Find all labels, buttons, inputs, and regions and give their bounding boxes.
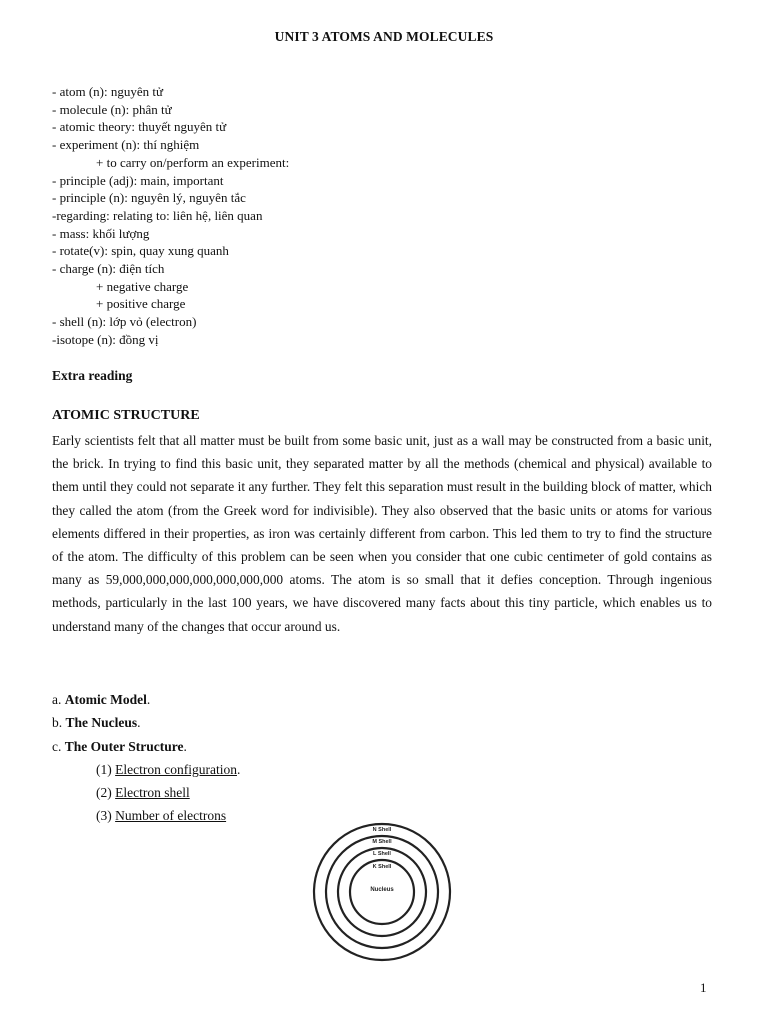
outline-item-c2 xyxy=(52,781,240,804)
outline-prefix: c. xyxy=(52,738,65,754)
outline-label: The Outer Structure xyxy=(64,738,184,754)
outline-suffix: . xyxy=(137,715,141,731)
vocab-item: - rotate(v): spin, quay xung quanh xyxy=(52,243,229,259)
outline-suffix: . xyxy=(146,692,151,707)
outline-item-c3 xyxy=(52,804,240,827)
outline-label: The Nucleus xyxy=(65,715,138,731)
outline-prefix: (2) xyxy=(96,785,116,801)
outline-prefix: (1) xyxy=(96,761,116,777)
extra-reading-heading: Extra reading xyxy=(52,368,133,383)
outline-link-label: Electron configuration xyxy=(115,761,237,777)
vocab-item: - principle (n): nguyên lý, nguyên tắc xyxy=(52,190,246,206)
section-heading: ATOMIC STRUCTURE xyxy=(52,408,200,423)
body-paragraph: Early scientists felt that all matter must be built from some basic unit, just as a wall may be constructed from a basic unit, the brick. In trying to find this basic unit, they separated matter by all the methods (chemical and physical) available to them until they could not separate it any further. They felt this separation must result in the building block of matter, which they called the atom (from the Greek word for indivisible). They also observed that the basic units or atoms for various elements differed in their properties, as iron was certainly different from carbon. This led them to try to find the structure of the atom. The difficulty of this problem can be seen when you consider that one cubic centimeter of gold contains as many as 59,000,000,000,000,000,000,000 atoms. The atom is so small that it defies conception. Through ingenious methods, particularly in the last 100 years, we have discovered many facts about this tiny particle, which enables us to understand many of the changes that occur around us. xyxy=(52,433,712,634)
page-number: 1 xyxy=(700,980,707,995)
outline-suffix: . xyxy=(236,761,241,777)
outline-link-label: Electron shell xyxy=(115,785,190,801)
outline-item-b xyxy=(52,711,240,734)
vocab-subitem: + to carry on/perform an experiment: xyxy=(96,154,290,170)
vocabulary-list xyxy=(52,83,289,349)
outline-link-label: Number of electrons xyxy=(115,808,227,824)
outline-prefix: b. xyxy=(52,715,66,731)
nucleus-label: Nucleus xyxy=(370,887,394,893)
outline-list xyxy=(52,688,240,828)
vocab-subitem: + negative charge xyxy=(96,278,189,294)
vocab-item: - atom (n): nguyên tử xyxy=(52,84,164,99)
vocab-item: - atomic theory: thuyết nguyên tử xyxy=(52,119,227,135)
vocab-item: -isotope (n): đồng vị xyxy=(52,331,159,347)
shell-label-k: K Shell xyxy=(372,864,392,870)
outline-suffix: . xyxy=(183,738,187,754)
outline-prefix: (3) xyxy=(96,808,116,824)
outline-item-a xyxy=(52,688,240,711)
vocab-item: - molecule (n): phân tử xyxy=(52,101,172,117)
shell-label-m: M Shell xyxy=(372,839,392,845)
shell-label-l: L Shell xyxy=(373,851,391,857)
vocab-item: - principle (adj): main, important xyxy=(52,172,224,188)
shell-label-n: N Shell xyxy=(372,827,392,833)
vocab-item: - shell (n): lớp vỏ (electron) xyxy=(52,314,197,330)
vocab-subitem: + positive charge xyxy=(96,296,186,312)
vocab-item: - mass: khối lượng xyxy=(52,225,150,241)
atom-shell-diagram xyxy=(310,820,454,964)
vocab-item: -regarding: relating to: liên hệ, liên quan xyxy=(52,207,263,223)
outline-item-c xyxy=(52,735,240,758)
outline-item-c1 xyxy=(52,758,240,781)
outline-prefix: a. xyxy=(52,692,65,707)
outline-label: Atomic Model xyxy=(64,692,147,707)
page-title: UNIT 3 ATOMS AND MOLECULES xyxy=(274,29,494,44)
vocab-item: - experiment (n): thí nghiệm xyxy=(52,137,200,153)
vocab-item: - charge (n): điện tích xyxy=(52,261,165,277)
